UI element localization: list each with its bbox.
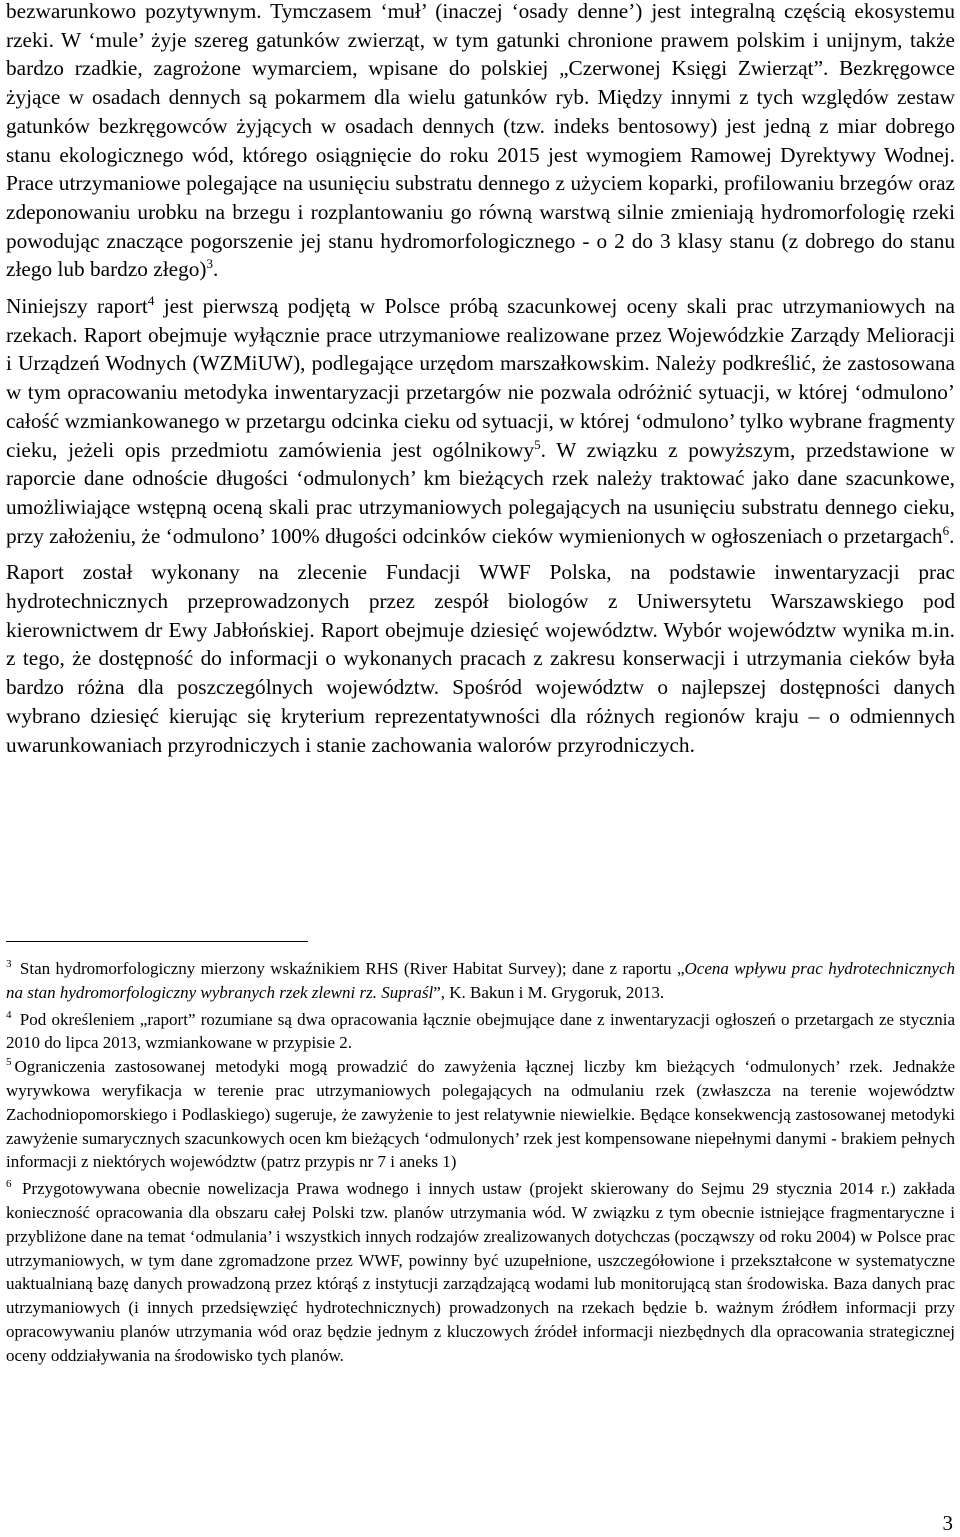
footnote-6-text: Przygotowywana obecnie nowelizacja Prawa wodnego i innych ustaw (projekt skierowany do Sejmu 29 stycznia 2014 r.) zakłada konieczność opracowania dla obszaru całej Polski tzw. planów utrzymania wód. W związku z tym obecnie istniejące fragmentaryczne i przybliżone dane na temat ‘odmulania’ i wszystkich innych rodzajów zrealizowanych dotychczas (począwszy od roku 2004) w Polsce prac utrzymaniowych, w tym dane zgromadzone przez WWF, powinny być uzupełnione, uszczegółowione i przekształcone w systematyczne uaktualnianą bazę danych prowadzoną przez którąś z instytucji zarządzającą wodami lub monitorującą stan środowiska. Baza danych prac utrzymaniowych (i innych przedsięwzięć hydrotechnicznych) prowadzonych na rzekach będzie b. ważnym źródłem informacji przy opracowywaniu planów utrzymania wód oraz będzie jednym z kluczowych źródeł informacji niezbędnych dla opracowania strategicznej oceny oddziaływania na środowisko tych planów.: [6, 1179, 955, 1365]
paragraph-2-text-a: Niniejszy raport: [6, 294, 148, 319]
footnote-number: 4: [6, 1008, 12, 1021]
paragraph-1-text: bezwarunkowo pozytywnym. Tymczasem ‘muł’ (inaczej ‘osady denne’) jest integralną częścią ekosystemu rzeki. W ‘mule’ żyje szereg gatunków zwierząt, w tym gatunki chronione prawem polskim i unijnym, także bardzo rzadkie, zagrożone wymarciem, wpisane do polskiej „Czerwonej Księgi Zwierząt”. Bezkręgowce żyjące w osadach dennych są pokarmem dla wielu gatunków ryb. Między innymi z tych względów zestaw gatunków bezkręgowców żyjących w osadach dennych (tzw. indeks bentosowy) jest jedną z miar dobrego stanu ekologicznego wód, którego osiągnięcie do roku 2015 jest wymogiem Ramowej Dyrektywy Wodnej. Prace utrzymaniowe polegające na usunięciu substratu dennego z użyciem koparki, profilowaniu brzegów oraz zdeponowaniu urobku na brzegu i rozplantowaniu go równą warstwą silnie zmieniają hydromorfologię rzeki powodując znaczące pogorszenie jej stanu hydromorfologicznego - o 2 do 3 klasy stanu (z dobrego do stanu złego lub bardzo złego): [6, 0, 955, 282]
footnote-number: 5: [6, 1056, 12, 1069]
footnote-5-text: Ograniczenia zastosowanej metodyki mogą prowadzić do zawyżenia łącznej liczby km bieżących ‘odmulonych’ rzek. Jednakże wyrywkowa weryfikacja w terenie prac utrzymaniowych polegających na odmulaniu rzek (zwłaszcza na terenie województw Zachodniopomorskiego i Podlaskiego) sugeruje, że zawyżenie to jest relatywnie niewielkie. Będące konsekwencją zastosowanej metodyki zawyżenie sumarycznych szacunkowych ocen km bieżących ‘odmulonych’ rzek jest kompensowane niepełnymi danymi - brakiem pełnych informacji z niektórych województw (patrz przypis nr 7 i aneks 1): [6, 1057, 955, 1172]
footnote-ref-4: 4: [147, 293, 155, 309]
paragraph-2-text-b: jest pierwszą podjętą w Polsce próbą szacunkowej oceny skali prac utrzymaniowych na rzekach. Raport obejmuje wyłącznie prace utrzymaniowe realizowane przez Wojewódzkie Zarządy Melioracji i Urządzeń Wodnych (WZMiUW), podlegające urzędom marszałkowskim. Należy podkreślić, że zastosowana w tym opracowaniu metodyka inwentaryzacji przetargów nie pozwala odróżnić sytuacji, w której ‘odmulono’ całość wzmiankowanego w przetargu odcinka cieku od sytuacji, w której ‘odmulono’ tylko wybrane fragmenty cieku, jeżeli opis przedmiotu zamówienia jest ogólnikowy: [6, 294, 956, 462]
paragraph-2-end: .: [949, 523, 955, 548]
footnote-ref-5: 5: [534, 436, 541, 452]
paragraph-3: [6, 558, 955, 759]
page-number: 3: [942, 1511, 953, 1535]
footnote-5: [6, 1055, 955, 1174]
paragraph-2: [6, 292, 955, 550]
footnote-3: [6, 957, 955, 1005]
footnote-4: [6, 1008, 955, 1056]
paragraph-2-text-c: . W związku z powyższym, przedstawione w raporcie dane odnoście długości ‘odmulonych’ km bieżących rzek należy traktować jako dane szacunkowe, umożliwiające wstępną oceną skali prac utrzymaniowych polegających na usunięciu substratu dennego cieku, przy założeniu, że ‘odmulono’ 100% długości odcinków cieków wymienionych w ogłoszeniach o przetargach: [6, 437, 955, 548]
main-text: [6, 0, 955, 767]
footnote-3-title: Ocena wpływu prac hydrotechnicznych na stan hydromorfologiczny wybranych rzek zlewni rz. Supraśl: [6, 959, 956, 1002]
footnotes: [6, 957, 955, 1368]
paragraph-1-end: .: [212, 257, 219, 282]
footnote-ref-3: 3: [206, 256, 213, 272]
footnote-number: 3: [6, 958, 12, 970]
footnote-separator: [6, 941, 308, 942]
footnote-3-text-b: ”, K. Bakun i M. Grygoruk, 2013.: [433, 982, 665, 1002]
footnote-4-text: Pod określeniem „raport” rozumiane są dwa opracowania łącznie obejmujące dane z inwentaryzacji ogłoszeń o przetargach ze stycznia 2010 do lipca 2013, wzmiankowane w przypisie 2.: [6, 1009, 955, 1053]
footnote-3-text-a: Stan hydromorfologiczny mierzony wskaźnikiem RHS (River Habitat Survey); dane z raportu „: [14, 959, 685, 978]
paragraph-1: [6, 0, 955, 284]
footnote-6: [6, 1177, 955, 1367]
paragraph-3-text: Raport został wykonany na zlecenie Fundacji WWF Polska, na podstawie inwentaryzacji prac hydrotechnicznych przeprowadzonych przez zespół biologów z Uniwersytetu Warszawskiego pod kierownictwem dr Ewy Jabłońskiej. Raport obejmuje dziesięć województw. Wybór województw wynika m.in. z tego, że dostępność do informacji o wykonanych pracach z zakresu konserwacji i utrzymania cieków była bardzo różna dla poszczególnych województw. Spośród województw o najlepszej dostępności danych wybrano dziesięć kierując się kryterium reprezentatywności dla różnych regionów kraju – o odmiennych uwarunkowaniach przyrodniczych i stanie zachowania walorów przyrodniczych.: [6, 560, 955, 757]
footnote-ref-6: 6: [942, 522, 950, 538]
footnote-number: 6: [6, 1178, 12, 1191]
